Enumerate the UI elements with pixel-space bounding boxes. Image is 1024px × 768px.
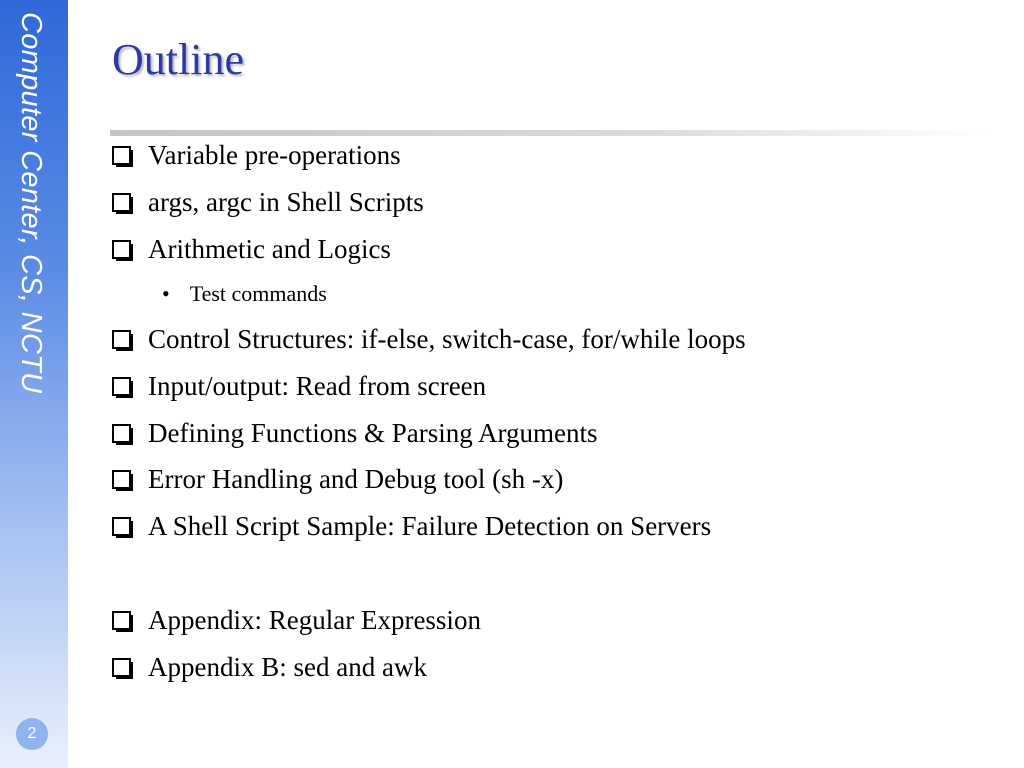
checkbox-bullet-icon	[112, 424, 131, 443]
sidebar-band	[0, 0, 68, 768]
checkbox-bullet-icon	[112, 146, 131, 165]
checkbox-bullet-icon	[112, 240, 131, 259]
dot-bullet-icon: •	[162, 281, 170, 306]
outline-item-label: Defining Functions & Parsing Arguments	[148, 418, 598, 448]
outline-item	[112, 511, 711, 542]
checkbox-bullet-icon	[112, 517, 131, 536]
checkbox-bullet-icon	[112, 658, 131, 677]
outline-item-label: Input/output: Read from screen	[148, 371, 487, 401]
outline-item-label: args, argc in Shell Scripts	[148, 187, 424, 217]
checkbox-bullet-icon	[112, 470, 131, 489]
outline-subitem-label: Test commands	[189, 281, 327, 306]
outline-item	[112, 324, 746, 355]
outline-item	[112, 371, 486, 402]
outline-item	[112, 187, 424, 218]
checkbox-bullet-icon	[112, 330, 131, 349]
checkbox-bullet-icon	[112, 193, 131, 212]
outline-item	[112, 418, 598, 449]
outline-item-label: Appendix: Regular Expression	[148, 605, 481, 635]
title-divider	[110, 130, 990, 136]
outline-item-label: A Shell Script Sample: Failure Detection on Servers	[148, 511, 712, 541]
slide-title: Outline	[112, 35, 244, 84]
outline-item	[112, 140, 401, 171]
outline-subitem	[162, 281, 327, 307]
outline-item	[112, 652, 427, 683]
outline-item-label: Error Handling and Debug tool (sh -x)	[148, 464, 564, 494]
outline-item	[112, 234, 391, 265]
page-number-badge: 2	[16, 718, 48, 750]
outline-item-label: Variable pre-operations	[148, 140, 401, 170]
outline-item-label: Arithmetic and Logics	[148, 234, 391, 264]
checkbox-bullet-icon	[112, 611, 131, 630]
outline-item	[112, 464, 563, 495]
outline-item-label: Control Structures: if-else, switch-case, for/while loops	[148, 324, 746, 354]
checkbox-bullet-icon	[112, 377, 131, 396]
outline-item-label: Appendix B: sed and awk	[148, 652, 427, 682]
sidebar-label: Computer Center, CS, NCTU	[15, 12, 47, 394]
outline-item	[112, 605, 481, 636]
